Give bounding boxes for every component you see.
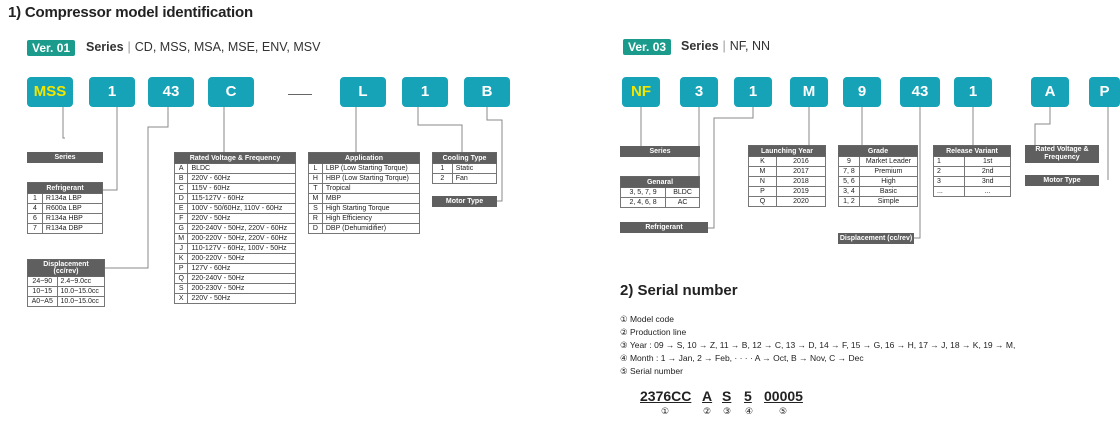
table-row: L LBP (Low Starting Torque) — [309, 164, 420, 174]
refrigerant-title: Refrigerant — [28, 183, 103, 194]
refrigerant-table — [27, 182, 103, 234]
model-box-series: MSS — [27, 77, 73, 107]
table-row: B 220V - 60Hz — [175, 174, 296, 184]
table-row: G 220-240V - 50Hz, 220V - 60Hz — [175, 224, 296, 234]
table-row: K 2016 — [749, 157, 826, 167]
table-row: 6 R134a HBP — [28, 214, 103, 224]
series-line-01: Series | CD, MSS, MSA, MSE, ENV, MSV — [86, 40, 321, 54]
table-row: C 115V - 60Hz — [175, 184, 296, 194]
model-box-cooling: 1 — [402, 77, 448, 107]
serial-code-part-3: S — [722, 388, 732, 404]
model-box-grade: 9 — [843, 77, 881, 107]
table-row: A0~A5 10.0~15.0cc — [28, 297, 105, 307]
model-box-voltage: C — [208, 77, 254, 107]
grade-table — [838, 145, 918, 207]
table-row: 4 R600a LBP — [28, 204, 103, 214]
serial-code-part-5: 00005 — [764, 388, 803, 404]
table-row: P 127V - 60Hz — [175, 264, 296, 274]
model-dash — [288, 94, 312, 95]
model-box-displacement: 43 — [900, 77, 940, 107]
general-table — [620, 176, 700, 208]
model-box-release-variant: 1 — [954, 77, 992, 107]
table-row: P 2019 — [749, 187, 826, 197]
serial-code-part-1: 2376CC — [640, 388, 692, 404]
launching-year-table — [748, 145, 826, 207]
serial-mark-3: ③ — [723, 406, 732, 416]
table-row: R High Efficiency — [309, 214, 420, 224]
table-row: 7, 8 Premium — [839, 167, 918, 177]
table-row: 9 Market Leader — [839, 157, 918, 167]
table-row: 5, 6 High — [839, 177, 918, 187]
model-box-motor: P — [1089, 77, 1120, 107]
table-row: Q 2020 — [749, 197, 826, 207]
series-line-03: Series | NF, NN — [681, 39, 771, 53]
cooling-table — [432, 152, 497, 184]
motor-type-tag: Motor Type — [432, 196, 497, 207]
release-variant-table — [933, 145, 1011, 197]
table-row: E 100V - 50/60Hz, 110V - 60Hz — [175, 204, 296, 214]
serial-legend — [620, 313, 1015, 378]
application-table — [308, 152, 420, 234]
model-box-series: NF — [622, 77, 660, 107]
table-row: D 115-127V - 60Hz — [175, 194, 296, 204]
version-badge-03: Ver. 03 — [623, 39, 671, 55]
list-item: ① Model code — [620, 314, 674, 324]
table-row: N 2018 — [749, 177, 826, 187]
model-box-general: 3 — [680, 77, 718, 107]
table-row: 1 1st — [934, 157, 1011, 167]
table-row: 2 2nd — [934, 167, 1011, 177]
table-row: 3, 5, 7, 9 BLDC — [621, 188, 700, 198]
series-tag-03: Series — [620, 146, 700, 157]
displacement-title: Displacement (cc/rev) — [28, 260, 105, 277]
voltage-table — [174, 152, 296, 304]
series-label: Series — [681, 39, 719, 53]
table-row: D DBP (Dehumidifier) — [309, 224, 420, 234]
series-tag: Series — [27, 152, 103, 163]
table-row: S 200-230V - 50Hz — [175, 284, 296, 294]
model-box-refrigerant: 1 — [734, 77, 772, 107]
table-row: X 220V - 50Hz — [175, 294, 296, 304]
table-row: F 220V - 50Hz — [175, 214, 296, 224]
list-item: ③ Year : 09 → S, 10 → Z, 11 → B, 12 → C, 13 → D, 14 → F, 15 → G, 16 → H, 17 → J, 18 → K, 19 → M, — [620, 340, 1016, 350]
table-row: 2 Fan — [433, 174, 497, 184]
table-row: K 200-220V - 50Hz — [175, 254, 296, 264]
table-row: T Tropical — [309, 184, 420, 194]
grade-title: Grade — [839, 146, 918, 157]
serial-mark-5: ⑤ — [779, 406, 788, 416]
table-row: A BLDC — [175, 164, 296, 174]
table-row: Q 220-240V - 50Hz — [175, 274, 296, 284]
displacement-table — [27, 259, 105, 307]
table-row: 10~15 10.0~15.0cc — [28, 287, 105, 297]
model-box-voltage: A — [1031, 77, 1069, 107]
displacement-tag-03: Displacement (cc/rev) — [839, 235, 913, 242]
rated-voltage-tag-03: Rated Voltage & Frequency — [1025, 145, 1099, 163]
model-box-launching-year: M — [790, 77, 828, 107]
general-title: Genaral — [621, 177, 700, 188]
list-item: ④ Month : 1 → Jan, 2 → Feb, · · · · A → Oct, B → Nov, C → Dec — [620, 353, 864, 363]
model-box-refrigerant: 1 — [89, 77, 135, 107]
table-row: 2, 4, 6, 8 AC — [621, 198, 700, 208]
table-row: J 110-127V - 60Hz, 100V - 50Hz — [175, 244, 296, 254]
launching-year-title: Launching Year — [749, 146, 826, 157]
table-row: 3 3nd — [934, 177, 1011, 187]
table-row: M MBP — [309, 194, 420, 204]
table-row: ... ... — [934, 187, 1011, 197]
table-row: 1 Static — [433, 164, 497, 174]
table-row: 7 R134a DBP — [28, 224, 103, 234]
table-row: M 2017 — [749, 167, 826, 177]
serial-mark-4: ④ — [745, 406, 754, 416]
series-values: NF, NN — [729, 39, 771, 53]
release-variant-title: Release Variant — [934, 146, 1011, 157]
model-box-displacement: 43 — [148, 77, 194, 107]
table-row: M 200-220V - 50Hz, 220V - 60Hz — [175, 234, 296, 244]
table-row: 24~90 2.4~9.0cc — [28, 277, 105, 287]
model-box-motor: B — [464, 77, 510, 107]
table-row: S High Starting Torque — [309, 204, 420, 214]
motor-type-tag-03: Motor Type — [1025, 175, 1099, 186]
application-title: Application — [309, 153, 420, 164]
serial-mark-1: ① — [661, 406, 670, 416]
serial-title: 2) Serial number — [620, 282, 738, 299]
table-row: 3, 4 Basic — [839, 187, 918, 197]
version-badge-01: Ver. 01 — [27, 40, 75, 56]
series-values: CD, MSS, MSA, MSE, ENV, MSV — [134, 40, 321, 54]
cooling-title: Cooling Type — [433, 153, 497, 164]
refrigerant-tag-03: Refrigerant — [620, 222, 708, 233]
series-label: Series — [86, 40, 124, 54]
table-row: 1 R134a LBP — [28, 194, 103, 204]
list-item: ② Production line — [620, 327, 687, 337]
table-row: H HBP (Low Starting Torque) — [309, 174, 420, 184]
voltage-title: Rated Voltage & Frequency — [175, 153, 296, 164]
section1-title: 1) Compressor model identification — [8, 4, 253, 21]
serial-code-part-4: 5 — [744, 388, 752, 404]
list-item: ⑤ Serial number — [620, 366, 683, 376]
table-row: 1, 2 Simple — [839, 197, 918, 207]
model-box-application: L — [340, 77, 386, 107]
serial-mark-2: ② — [703, 406, 712, 416]
serial-code-part-2: A — [702, 388, 713, 404]
